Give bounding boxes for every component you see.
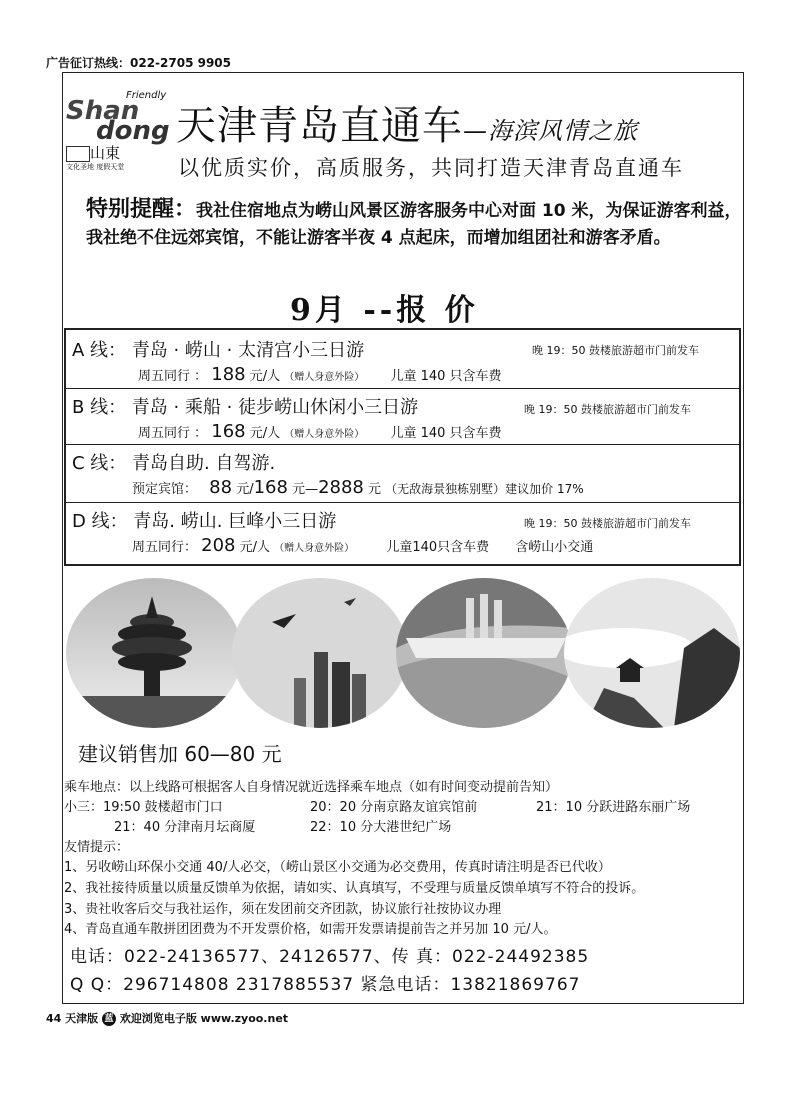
skyline-photo (232, 578, 408, 728)
suggested-markup: 建议销售加 60—80 元 (78, 742, 282, 766)
special-reminder (86, 196, 742, 252)
logo-shan: Shan (66, 96, 140, 126)
reminder-label: 特别提醒： (86, 197, 197, 222)
title-main: 天津青岛直通车 (176, 103, 463, 149)
route-unit: 元/人 (245, 426, 281, 441)
footer-page: 44 天津版 (46, 1012, 99, 1025)
route-day: 周五同行 ： (138, 369, 208, 384)
route-price: 188 (211, 364, 246, 385)
stops-line-1 (64, 796, 744, 815)
route-name: A 线： 青岛 · 崂山 · 太清宫小三日游 (72, 340, 365, 361)
stop-item: 22：10 分大港世纪广场 (310, 820, 452, 835)
tip-item: 3、贵社收客后交与我社运作，须在发团前交齐团款，协议旅行社按协议办理 (64, 902, 502, 917)
footer-badge-icon: 蓝 (102, 1012, 116, 1026)
route-row (66, 330, 739, 388)
hotel-price-3: 2888 (318, 477, 364, 498)
route-row (66, 388, 739, 445)
stops-line-2 (114, 816, 714, 835)
route-price: 168 (211, 421, 246, 442)
page-footer (46, 1010, 288, 1026)
route-name: D 线： 青岛. 崂山. 巨峰小三日游 (72, 511, 337, 532)
route-unit: 元/人 (235, 540, 271, 555)
stop-item: 21：10 分跃进路东丽广场 (536, 800, 691, 815)
hotel-note: （无敌海景独栋别墅）建议加价 17% (385, 482, 584, 496)
mountain-photo (564, 578, 740, 728)
route-departure: 晚 19：50 鼓楼旅游超市门前发车 (524, 517, 691, 530)
route-departure: 晚 19：50 鼓楼旅游超市门前发车 (524, 403, 691, 416)
route-row (66, 444, 739, 503)
route-unit: 元/人 (245, 369, 281, 384)
logo-seal-icon (66, 146, 90, 162)
logo-dong: dong (96, 116, 170, 146)
tip-item: 2、我社接待质量以质量反馈单为依据，请如实、认真填写，不受理与质量反馈单填写不符合的投诉。 (64, 881, 645, 896)
photo-strip (66, 578, 742, 728)
route-day: 周五同行 ： (138, 426, 208, 441)
route-price: 208 (201, 535, 236, 556)
logo-cn: 山東 (90, 144, 121, 162)
tip-item: 4、青岛直通车散拼团团费为不开发票价格，如需开发票请提前告之并另加 10 元/人。 (64, 922, 557, 937)
contact-phone: 电话：022-24136577、24126577、传 真：022-24492385 (70, 947, 590, 967)
reminder-text: 我社住宿地点为崂山风景区游客服务中心对面 10 米，为保证游客利益，我社绝不住远郊宾馆，不能让游客半夜 4 点起床，而增加组团社和游客矛盾。 (86, 201, 742, 248)
footer-text: 欢迎浏览电子版 www.zyoo.net (119, 1012, 289, 1025)
route-name: B 线： 青岛 · 乘船 · 徒步崂山休闲小三日游 (72, 397, 419, 418)
stop-item: 小三：19:50 鼓楼超市门口 (64, 800, 223, 815)
shandong-logo (66, 82, 170, 172)
hotel-price-1: 88 (209, 477, 233, 498)
stop-item: 20：20 分南京路友谊宾馆前 (310, 800, 478, 815)
hotel-unit-2: 元— (287, 482, 319, 497)
title-subtitle: —海滨风情之旅 (463, 117, 638, 145)
route-name: C 线： 青岛自助. 自驾游. (72, 453, 276, 474)
route-price-line (138, 421, 502, 442)
hotel-price-2: 168 (253, 477, 288, 498)
logo-tagline: 文化圣地 度假天堂 (66, 163, 125, 171)
tips-title: 友情提示： (64, 840, 130, 855)
route-price-line (132, 535, 593, 556)
logo-friendly: Friendly (126, 90, 167, 101)
hotel-unit-1: 元/ (232, 482, 254, 497)
slogan: 以优质实价，高质服务，共同打造天津青岛直通车 (178, 156, 684, 180)
page-title (176, 94, 638, 151)
hotel-unit-3: 元 (363, 482, 382, 497)
route-insurance: （赠人身意外险） (284, 372, 365, 383)
route-price-line (132, 477, 584, 498)
route-child: 儿童140只含车费 (386, 540, 490, 555)
route-row (66, 502, 739, 561)
route-departure: 晚 19：50 鼓楼旅游超市门前发车 (532, 344, 699, 357)
ad-hotline: 广告征订热线：022-2705 9905 (46, 56, 232, 70)
hotel-label: 预定宾馆： (132, 482, 198, 497)
boarding-info: 乘车地点：以上线路可根据客人自身情况就近选择乘车地点（如有时间变动提前告知） (64, 780, 559, 795)
route-child: 儿童 140 只含车费 (390, 369, 502, 384)
route-insurance: （赠人身意外险） (284, 429, 365, 440)
month-price-title: 9月 --报 价 (290, 293, 479, 328)
coastline-photo (396, 578, 572, 728)
sculpture-photo (66, 578, 242, 728)
route-child: 儿童 140 只含车费 (390, 426, 502, 441)
stop-item: 21：40 分津南月坛商厦 (114, 820, 256, 835)
contact-qq: Q Q：296714808 2317885537 紧急电话：13821869767 (70, 975, 581, 995)
route-insurance: （赠人身意外险） (274, 543, 355, 554)
route-price-table (64, 328, 741, 566)
route-price-line (138, 364, 502, 385)
route-day: 周五同行： (132, 540, 198, 555)
route-extra: 含崂山小交通 (515, 540, 594, 555)
tip-item: 1、另收崂山环保小交通 40/人必交，（崂山景区小交通为必交费用，传真时请注明是否已代收） (64, 860, 611, 875)
